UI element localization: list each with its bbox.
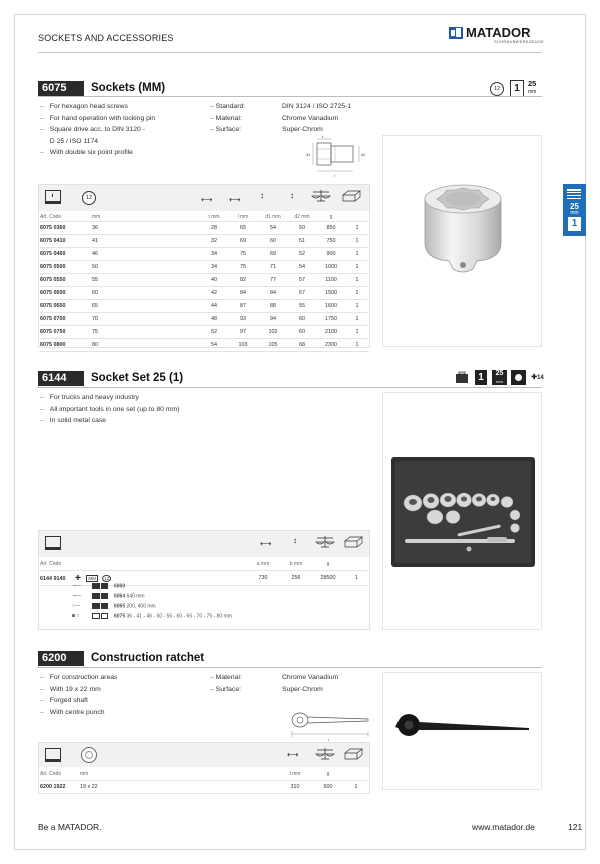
table-row: 6075 0460 46 34 75 69 52 900 1 <box>40 248 368 261</box>
socket-product-image <box>409 173 517 281</box>
package-quantity-icon <box>341 190 361 202</box>
footer-url[interactable]: www.matador.de <box>472 822 535 832</box>
spec-list-6200 <box>210 672 380 695</box>
table-header-row: Art. Code mm l mm g <box>40 768 368 781</box>
set-content-item: ⊸— 6064 640 mm <box>72 593 145 600</box>
feature-item: – For trucks and heavy industry <box>40 394 139 401</box>
width-dimension-icon: ⟷ <box>260 539 272 548</box>
piece-count-icon: ✚ <box>74 575 81 582</box>
table-row: 6144 9140 ✚ MM 12 730 256 28500 1 <box>40 571 368 586</box>
table-icon-header <box>39 185 369 211</box>
ratchet-table <box>40 768 368 794</box>
section-divider <box>38 387 542 388</box>
box-end-icon <box>81 747 97 763</box>
twelve-point-icon: 12 <box>490 82 504 96</box>
t-handle-icon: ⊸— <box>72 583 82 590</box>
sockets-table <box>40 212 368 352</box>
header-title: SOCKETS AND ACCESSORIES <box>38 33 174 43</box>
twelve-point-icon: 12 <box>82 191 96 205</box>
section-title-6075: Sockets (MM) <box>91 82 166 94</box>
section-icons-6144 <box>455 370 545 386</box>
table-row: 6075 0800 80 54 103 105 68 2300 1 <box>40 339 368 352</box>
feature-item: – With 19 x 22 mm <box>40 685 101 693</box>
set-content-item: ⊸— 6060 <box>72 583 126 590</box>
feature-item: – Forged shaft <box>40 697 88 704</box>
metal-case-icon <box>455 371 469 385</box>
dim-label-d2: d2 <box>361 152 366 157</box>
table-header-row: Art. Code a mm b mm g <box>40 558 368 571</box>
feature-item: – With double six point profile <box>40 149 133 156</box>
table-row: 6075 0750 75 52 97 102 60 2100 1 <box>40 326 368 339</box>
weight-scale-icon <box>315 535 335 549</box>
dim-label-l: l <box>334 173 335 178</box>
extension-icon: ○— <box>72 603 81 610</box>
article-code-icon <box>45 190 61 204</box>
article-code-icon <box>45 748 61 762</box>
section-divider <box>38 667 542 668</box>
section-code-6200: 6200 <box>38 651 84 666</box>
twelve-point-socket-icon <box>511 370 526 385</box>
set-contents-list <box>72 583 362 623</box>
drive-size-icon: 1 <box>510 80 524 97</box>
brand-subtitle: SCHRAUBWERKZEUGE <box>494 39 545 44</box>
feature-item: – All important tools in one set (up to 80 mm) <box>40 405 180 413</box>
metric-badge: MM <box>88 576 96 581</box>
length-dimension-icon: ⟷ <box>229 195 241 204</box>
feature-item: – In solid metal case <box>40 417 107 424</box>
piece-count-icon: ✚14 <box>531 374 544 381</box>
extension-bar-icon: ⊸— <box>72 593 82 600</box>
ratchet-technical-drawing <box>280 706 372 742</box>
feature-item: – For hexagon head screws <box>40 103 128 110</box>
feature-item: – With centre punch <box>40 708 105 716</box>
article-code-icon <box>45 536 61 550</box>
section-title-6200: Construction ratchet <box>91 652 205 664</box>
feature-list-6075 <box>40 101 205 159</box>
socket-icon: ◙ ○ <box>72 613 80 620</box>
spec-row: – Surface: Super-Chrom <box>210 685 323 693</box>
table-row: 6075 0700 70 48 93 94 60 1750 1 <box>40 313 368 326</box>
diameter2-icon: ↕ <box>290 191 294 200</box>
spec-row: – Standard: DIN 3124 / ISO 2725-1 <box>210 103 352 110</box>
socket-size-icon: 25 mm <box>528 79 537 95</box>
section-code-6075: 6075 <box>38 81 84 96</box>
dim-label-t: t <box>322 135 324 139</box>
section-code-6144: 6144 <box>38 371 84 386</box>
length-dimension-icon: ⟷ <box>287 750 299 759</box>
width-dimension-icon: ⟷ <box>201 195 213 204</box>
twelve-point-icon: 12 <box>104 576 110 581</box>
side-tab-drive: 1 <box>568 217 581 231</box>
socket-size-icon: 25 mm <box>492 370 507 385</box>
page-number: 121 <box>568 822 583 832</box>
set-content-item: ○— 6065 200, 400 mm <box>72 603 156 610</box>
construction-ratchet-image <box>393 707 533 751</box>
product-image-panel-6075 <box>382 135 542 347</box>
section-divider <box>38 96 542 97</box>
feature-item: – Square drive acc. to DIN 3120 - <box>40 126 145 133</box>
side-tab <box>563 184 586 236</box>
socket-set-case-image <box>391 457 535 567</box>
weight-scale-icon <box>311 189 331 203</box>
height-dimension-icon: ↕ <box>293 536 297 545</box>
socket-technical-drawing <box>305 135 375 179</box>
spec-list-6075 <box>210 101 380 136</box>
feature-item: – For hand operation with locking pin <box>40 114 156 122</box>
package-quantity-icon <box>343 536 363 548</box>
table-row: 6075 0500 50 34 75 71 54 1000 1 <box>40 261 368 274</box>
socket-set-table <box>40 558 368 586</box>
spec-row: – Material: Chrome Vanadium <box>210 674 339 681</box>
table-row: 6075 0600 60 42 84 84 57 1500 1 <box>40 287 368 300</box>
diameter1-icon: ↕ <box>260 191 264 200</box>
header-divider <box>38 52 542 53</box>
matador-logo-icon <box>449 27 463 39</box>
set-content-item: ◙ ○ 6075 36 - 41 - 46 - 50 - 55 - 60 - 65 - 70 - 75 - 80 mm <box>72 613 232 620</box>
feature-list-6200 <box>40 672 205 718</box>
package-quantity-icon <box>343 748 363 760</box>
product-image-panel-6144 <box>382 392 542 630</box>
table-row: 6075 0650 65 44 87 88 55 1600 1 <box>40 300 368 313</box>
feature-item: D 25 / ISO 1174 <box>49 137 99 145</box>
brand-name: MATADOR <box>466 25 531 40</box>
side-tab-icon <box>565 187 584 202</box>
table-row: 6075 0360 36 28 65 54 50 850 1 <box>40 222 368 235</box>
feature-list-6144 <box>40 392 240 427</box>
table-row: 6200 1922 19 x 22 310 500 1 <box>40 781 368 794</box>
brand-logo <box>449 25 545 47</box>
footer-slogan: Be a MATADOR. <box>38 822 102 832</box>
section-icons-6075 <box>490 80 542 96</box>
feature-item: – For construction areas <box>40 674 118 681</box>
table-icon-header <box>39 743 369 767</box>
drive-size-icon: 1 <box>475 370 487 385</box>
dim-label-l: l <box>328 737 329 742</box>
table-row: 6075 0410 41 32 69 60 51 750 1 <box>40 235 368 248</box>
spec-row: – Surface: Super-Chrom <box>210 126 323 133</box>
table-header-row: Art. Code mm t mm l mm d1 mm d2 mm g <box>40 212 368 222</box>
product-image-panel-6200 <box>382 672 542 790</box>
side-tab-unit: mm <box>570 210 579 216</box>
table-row: 6075 0550 55 40 82 77 57 1100 1 <box>40 274 368 287</box>
table-icon-header <box>39 531 369 557</box>
side-tab-size: 25 <box>570 202 579 211</box>
spec-row: – Material: Chrome Vanadium <box>210 114 339 122</box>
section-title-6144: Socket Set 25 (1) <box>91 372 184 384</box>
weight-scale-icon <box>315 747 335 761</box>
dim-label-d1: d1 <box>306 152 311 157</box>
